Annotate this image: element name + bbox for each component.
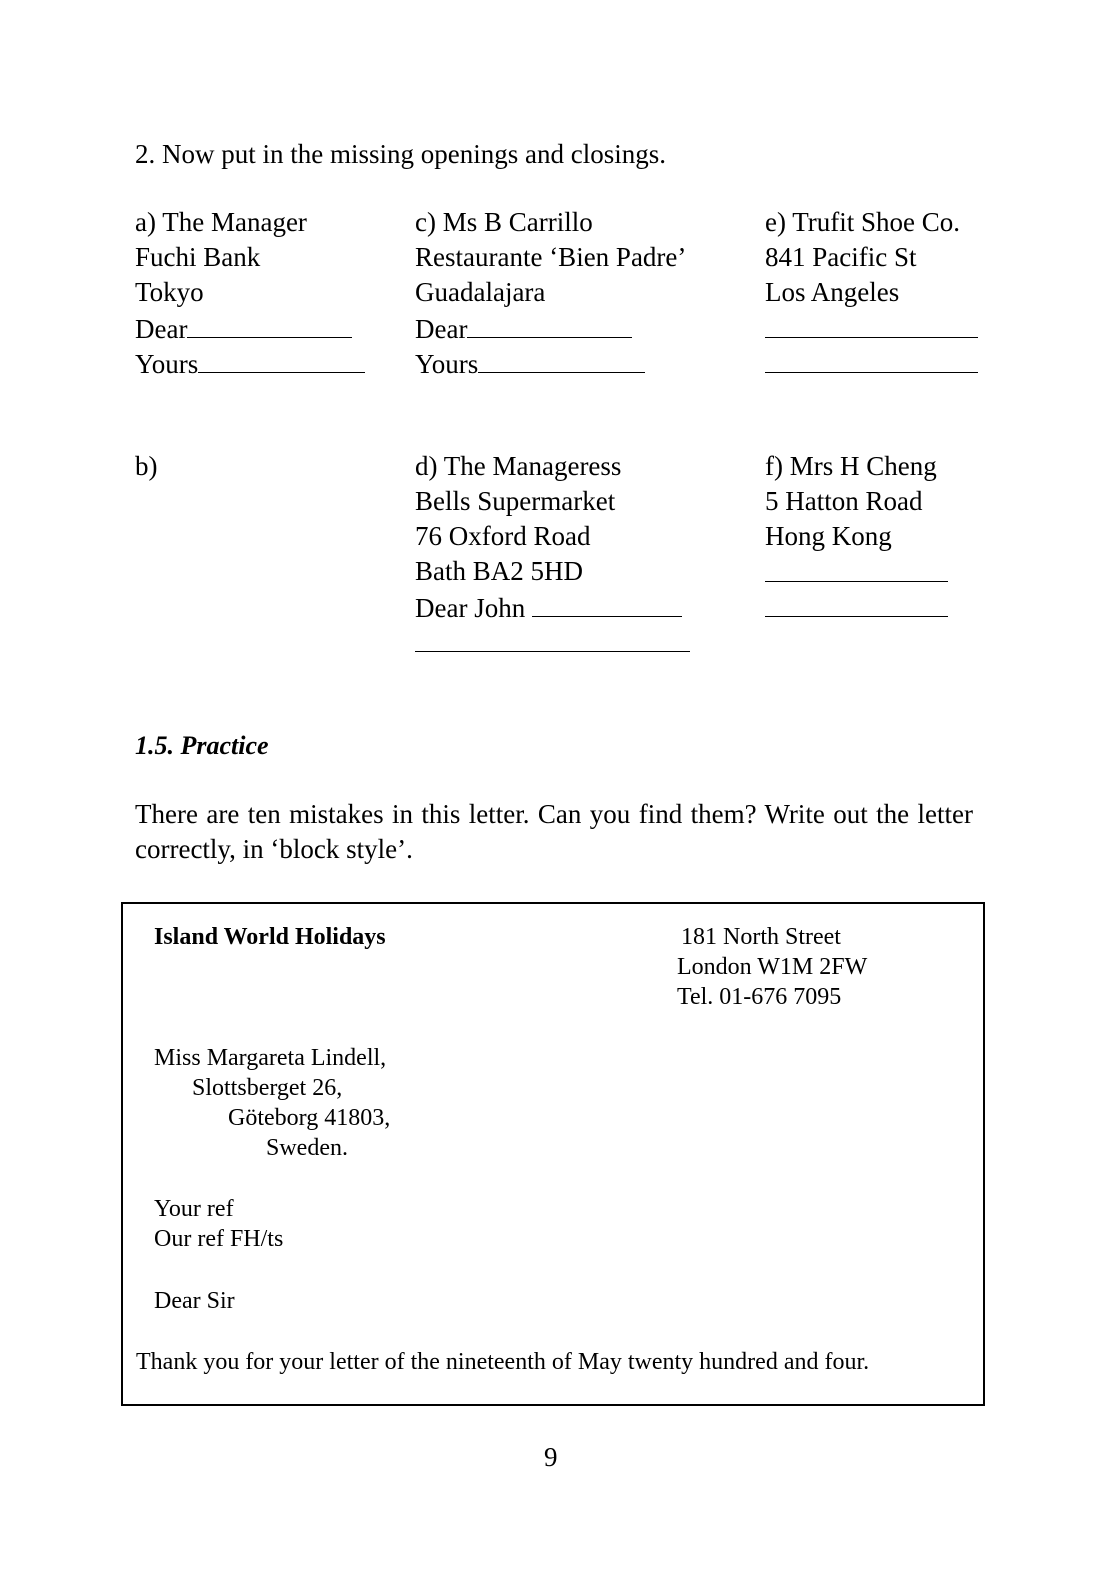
yours-label: Yours <box>415 349 479 379</box>
address-e-line-3: Los Angeles <box>765 277 900 307</box>
sender-address-line-2: London W1M 2FW <box>677 954 868 980</box>
page-number: 9 <box>544 1442 558 1472</box>
closing-blank-d[interactable] <box>415 624 690 652</box>
recipient-line-3: Göteborg 41803, <box>228 1105 391 1131</box>
address-a-dear <box>135 310 352 347</box>
address-e-line-1: e) Trufit Shoe Co. <box>765 207 961 237</box>
address-f-line-2: 5 Hatton Road <box>765 486 923 516</box>
sender-address-line-3: Tel. 01-676 7095 <box>677 984 842 1010</box>
address-d-line-2: Bells Supermarket <box>415 486 616 516</box>
address-c-line-3: Guadalajara <box>415 277 546 307</box>
salutation: Dear Sir <box>154 1288 235 1314</box>
practice-intro: There are ten mistakes in this letter. Can you find them? Write out the letter correctly, in ‘block style’. <box>135 799 973 864</box>
closing-line-f <box>765 589 948 626</box>
opening-line-f <box>765 554 948 591</box>
dear-label: Dear John <box>415 593 526 623</box>
address-d-line-1: d) The Manageress <box>415 451 622 481</box>
recipient-line-2: Slottsberget 26, <box>192 1075 343 1101</box>
address-a-line-1: a) The Manager <box>135 207 307 237</box>
opening-blank-e[interactable] <box>765 310 978 338</box>
address-d-line-3: 76 Oxford Road <box>415 521 591 551</box>
address-a-yours <box>135 345 365 382</box>
closing-line-e <box>765 345 978 382</box>
address-c-line-1: c) Ms B Carrillo <box>415 207 593 237</box>
recipient-line-1: Miss Margareta Lindell, <box>154 1045 387 1071</box>
address-c-yours <box>415 345 645 382</box>
closing-blank-a[interactable] <box>198 345 365 373</box>
yours-label: Yours <box>135 349 199 379</box>
closing-line-d <box>415 624 690 661</box>
dear-label: Dear <box>415 314 468 344</box>
recipient-line-4: Sweden. <box>266 1135 348 1161</box>
sender-address-line-1: 181 North Street <box>681 924 841 950</box>
opening-blank-c[interactable] <box>467 310 632 338</box>
section-heading: 1.5. Practice <box>135 731 269 760</box>
address-c-dear <box>415 310 632 347</box>
exercise-instruction: 2. Now put in the missing openings and closings. <box>135 139 666 169</box>
opening-line-e <box>765 310 978 347</box>
address-c-line-2: Restaurante ‘Bien Padre’ <box>415 242 687 272</box>
address-f-line-1: f) Mrs H Cheng <box>765 451 937 481</box>
opening-blank-f[interactable] <box>765 554 948 582</box>
closing-blank-e[interactable] <box>765 345 978 373</box>
address-d-line-4: Bath BA2 5HD <box>415 556 583 586</box>
address-a-line-3: Tokyo <box>135 277 204 307</box>
our-ref: Our ref FH/ts <box>154 1226 284 1252</box>
address-d-dear <box>415 589 682 626</box>
address-a-line-2: Fuchi Bank <box>135 242 261 272</box>
address-e-line-2: 841 Pacific St <box>765 242 917 272</box>
closing-blank-c[interactable] <box>478 345 645 373</box>
dear-label: Dear <box>135 314 188 344</box>
opening-blank-d[interactable] <box>532 589 682 617</box>
address-f-line-3: Hong Kong <box>765 521 892 551</box>
address-b-label: b) <box>135 451 158 481</box>
closing-blank-f[interactable] <box>765 589 948 617</box>
letter-box <box>121 902 985 1406</box>
opening-blank-a[interactable] <box>187 310 352 338</box>
letter-body: Thank you for your letter of the nineteenth of May twenty hundred and four. <box>136 1349 870 1375</box>
your-ref: Your ref <box>154 1196 234 1222</box>
letter-company: Island World Holidays <box>154 924 386 950</box>
